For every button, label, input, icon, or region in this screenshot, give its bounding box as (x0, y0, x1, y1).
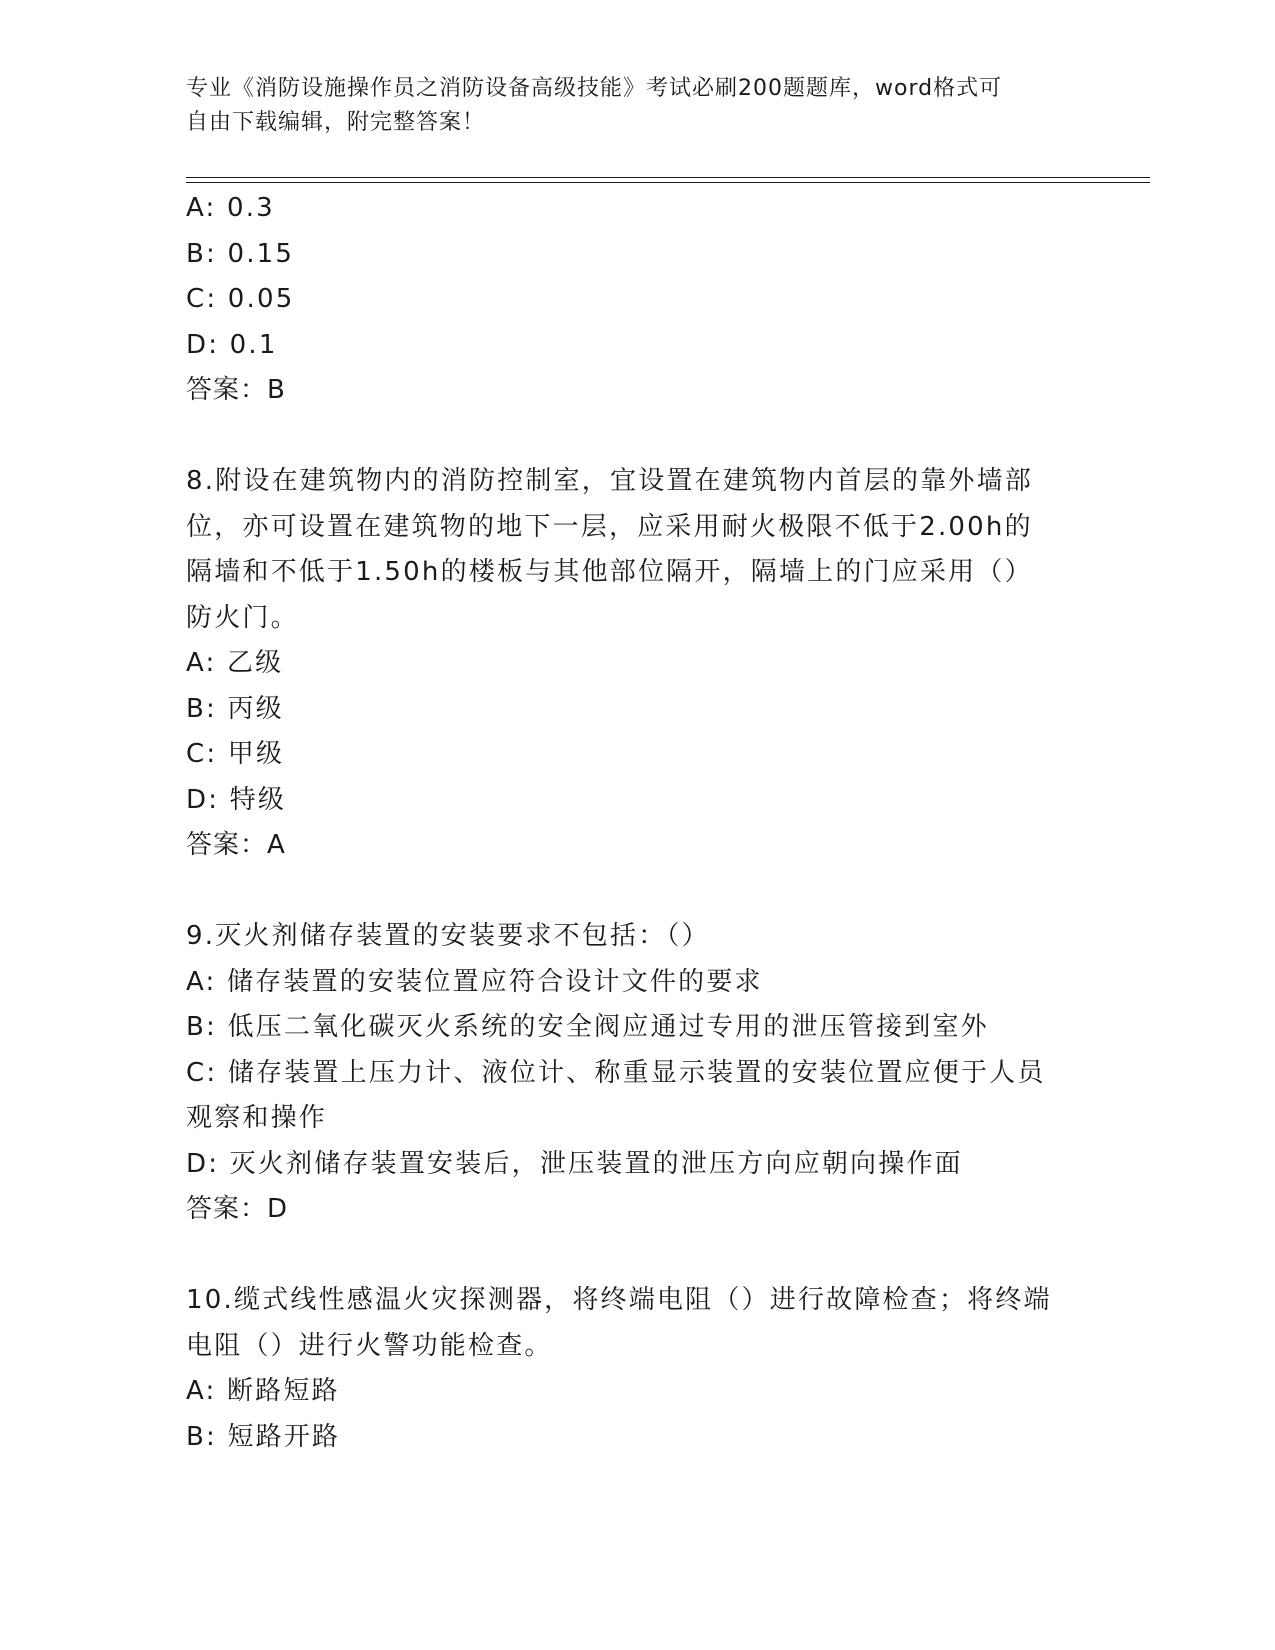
question-7 (186, 186, 1086, 414)
question-text-line: 隔墙和不低于1.50h的楼板与其他部位隔开，隔墙上的门应采用（） (186, 557, 1033, 587)
header-line-1: 专业《消防设施操作员之消防设备高级技能》考试必刷200题题库，word格式可 (186, 76, 1003, 101)
answer: 答案：B (186, 375, 286, 405)
header-line-2: 自由下载编辑，附完整答案！ (186, 110, 486, 135)
option-b: B: 低压二氧化碳灭火系统的安全阀应通过专用的泄压管接到室外 (186, 1012, 989, 1042)
option-c: C: 0.05 (186, 284, 295, 314)
question-9 (186, 914, 1086, 1233)
option-d: D: 0.1 (186, 329, 278, 360)
option-c: C: 储存装置上压力计、液位计、称重显示装置的安装位置应便于人员 (186, 1057, 1046, 1088)
option-a: A: 断路短路 (186, 1376, 340, 1406)
question-text-line: 防火门。 (186, 602, 299, 633)
document-header (186, 72, 1086, 140)
answer: 答案：A (186, 830, 286, 860)
option-d: D: 特级 (186, 784, 287, 815)
spacer (186, 414, 1086, 460)
spacer (186, 869, 1086, 915)
answer: 答案：D (186, 1194, 289, 1224)
question-text-line: 位，亦可设置在建筑物的地下一层，应采用耐火极限不低于2.00h的 (186, 511, 1033, 542)
question-text-line: 8.附设在建筑物内的消防控制室，宜设置在建筑物内首层的靠外墙部 (186, 466, 1034, 496)
question-text-line: 10.缆式线性感温火灾探测器，将终端电阻（）进行故障检查；将终端 (186, 1285, 1052, 1315)
option-a: A: 储存装置的安装位置应符合设计文件的要求 (186, 966, 763, 997)
question-8 (186, 459, 1086, 869)
option-c-continued: 观察和操作 (186, 1103, 328, 1133)
header-divider-bottom (186, 182, 1150, 183)
question-10 (186, 1278, 1086, 1460)
option-c: C: 甲级 (186, 739, 285, 769)
question-text-line: 电阻（）进行火警功能检查。 (186, 1330, 553, 1361)
option-a: A: 0.3 (186, 193, 275, 223)
option-b: B: 0.15 (186, 238, 295, 269)
question-text-line: 9.灭火剂储存装置的安装要求不包括：（） (186, 921, 710, 951)
question-content (186, 186, 1086, 1460)
option-d: D: 灭火剂储存装置安装后，泄压装置的泄压方向应朝向操作面 (186, 1148, 963, 1179)
option-a: A: 乙级 (186, 648, 284, 678)
header-divider-top (186, 177, 1150, 178)
spacer (186, 1233, 1086, 1279)
option-b: B: 丙级 (186, 693, 284, 724)
option-b: B: 短路开路 (186, 1421, 341, 1452)
